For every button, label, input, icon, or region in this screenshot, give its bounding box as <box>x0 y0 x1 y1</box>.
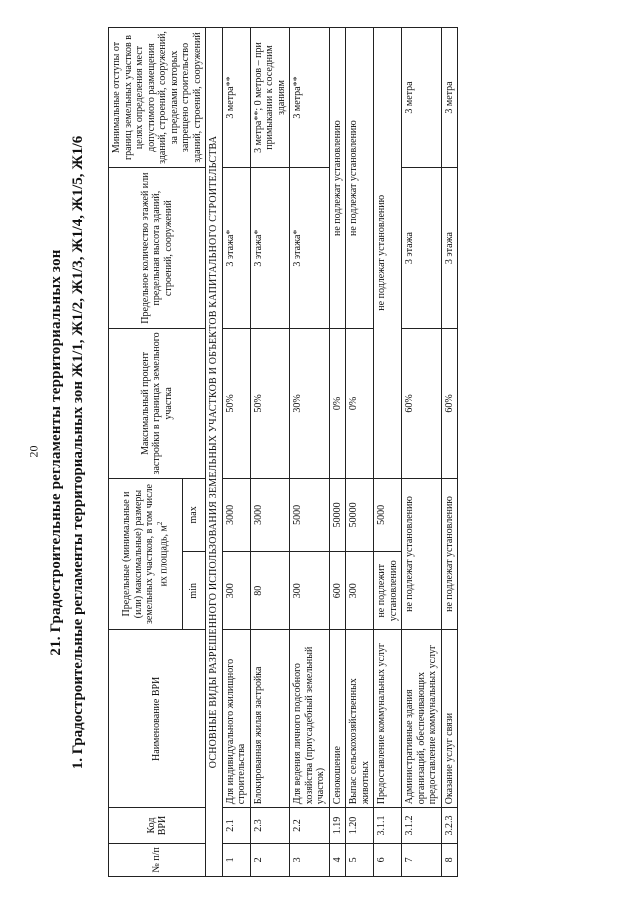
row-name: Оказание услуг связи <box>441 630 458 808</box>
row-floors-indent: не подлежат установлению <box>329 28 346 329</box>
row-num: 3 <box>290 843 330 876</box>
row-indent: 3 метра** <box>290 28 330 168</box>
row-code: 3.1.1 <box>374 808 402 844</box>
row-percent: 50% <box>222 329 250 478</box>
row-name: Предоставление коммунальных услуг <box>374 630 402 808</box>
row-num: 7 <box>402 843 442 876</box>
table-row <box>346 28 374 877</box>
row-code: 2.3 <box>250 808 290 844</box>
row-percent: 50% <box>250 329 290 478</box>
subsection-heading: 1. Градостроительные регламенты территориальных зон Ж1/1, Ж1/2, Ж1/3, Ж1/4, Ж1/5, Ж1/6 <box>70 135 86 770</box>
row-num: 4 <box>329 843 346 876</box>
regulations-table <box>108 27 458 877</box>
row-floors: 3 этажа <box>441 167 458 328</box>
row-num: 2 <box>250 843 290 876</box>
table-row <box>290 28 330 877</box>
row-min: не подлежит установлению <box>374 552 402 630</box>
row-code: 3.2.3 <box>441 808 458 844</box>
row-floors: 3 этажа* <box>250 167 290 328</box>
header-code: Код ВРИ <box>109 808 206 844</box>
row-min: 300 <box>290 552 330 630</box>
header-floors: Предельное количество этажей или предельная высота зданий, строений, сооружений <box>109 167 206 328</box>
row-percent: 30% <box>290 329 330 478</box>
row-code: 3.1.2 <box>402 808 442 844</box>
section-heading: 21. Градостроительные регламенты территориальных зон <box>48 249 64 656</box>
page-number: 20 <box>26 445 41 458</box>
table-row <box>222 28 250 877</box>
header-max: max <box>183 478 206 552</box>
row-max: 50000 <box>329 478 346 552</box>
row-name: Административные здания организаций, обеспечивающих предоставление коммунальных услуг <box>402 630 442 808</box>
row-code: 2.2 <box>290 808 330 844</box>
row-num: 8 <box>441 843 458 876</box>
row-max: 50000 <box>346 478 374 552</box>
row-name: Для ведения личного подсобного хозяйства (приусадебный земельный участок) <box>290 630 330 808</box>
header-num: № п/п <box>109 843 206 876</box>
row-floors: 3 этажа* <box>290 167 330 328</box>
row-max: 3000 <box>222 478 250 552</box>
row-name: Блокированная жилая застройка <box>250 630 290 808</box>
row-floors-indent: не подлежат установлению <box>346 28 374 329</box>
row-max: 5000 <box>290 478 330 552</box>
table-header-row <box>109 28 183 877</box>
row-num: 5 <box>346 843 374 876</box>
row-percent: 60% <box>441 329 458 478</box>
row-num: 1 <box>222 843 250 876</box>
row-code: 1.19 <box>329 808 346 844</box>
row-min: 600 <box>329 552 346 630</box>
header-percent: Максимальный процент застройки в границах земельного участка <box>109 329 206 478</box>
row-min: 300 <box>222 552 250 630</box>
row-floors: 3 этажа* <box>222 167 250 328</box>
row-rest: не подлежат установлению <box>374 28 402 479</box>
row-max: 3000 <box>250 478 290 552</box>
row-code: 2.1 <box>222 808 250 844</box>
table-row <box>402 28 442 877</box>
section-row <box>206 28 223 877</box>
table-row <box>250 28 290 877</box>
row-name: Выпас сельскохозяйственных животных <box>346 630 374 808</box>
row-percent: 0% <box>329 329 346 478</box>
row-minmax: не подлежат установлению <box>402 478 442 630</box>
header-min: min <box>183 552 206 630</box>
table-row <box>374 28 402 877</box>
header-name: Наименование ВРИ <box>109 630 206 808</box>
row-name: Для индивидуального жилищного строительства <box>222 630 250 808</box>
row-indent: 3 метра <box>402 28 442 168</box>
header-indent: Минимальные отступы от границ земельных участков в целях определения мест допустимого размещения зданий, строений, сооружений, за пределами которых запрещено строительство зданий, строений, сооружений <box>109 28 206 168</box>
row-indent: 3 метра** <box>222 28 250 168</box>
table-row <box>441 28 458 877</box>
row-floors: 3 этажа <box>402 167 442 328</box>
row-indent: 3 метра <box>441 28 458 168</box>
row-num: 6 <box>374 843 402 876</box>
row-min: 80 <box>250 552 290 630</box>
section-title: ОСНОВНЫЕ ВИДЫ РАЗРЕШЕННОГО ИСПОЛЬЗОВАНИЯ ЗЕМЕЛЬНЫХ УЧАСТКОВ И ОБЪЕКТОВ КАПИТАЛЬНОГО СТРОИТЕЛЬСТВА <box>206 28 223 877</box>
header-size-group: Предельные (минимальные и (или) максимальные) размеры земельных участков, в том числе их площадь, $м^2$ <box>109 478 183 630</box>
row-percent: 0% <box>346 329 374 478</box>
row-code: 1.20 <box>346 808 374 844</box>
table-row <box>329 28 346 877</box>
row-max: 5000 <box>374 478 402 552</box>
row-minmax: не подлежат установлению <box>441 478 458 630</box>
row-indent: 3 метра**; 0 метров – при примыкании к соседним зданиям <box>250 28 290 168</box>
row-percent: 60% <box>402 329 442 478</box>
row-name: Сенокошение <box>329 630 346 808</box>
row-min: 300 <box>346 552 374 630</box>
